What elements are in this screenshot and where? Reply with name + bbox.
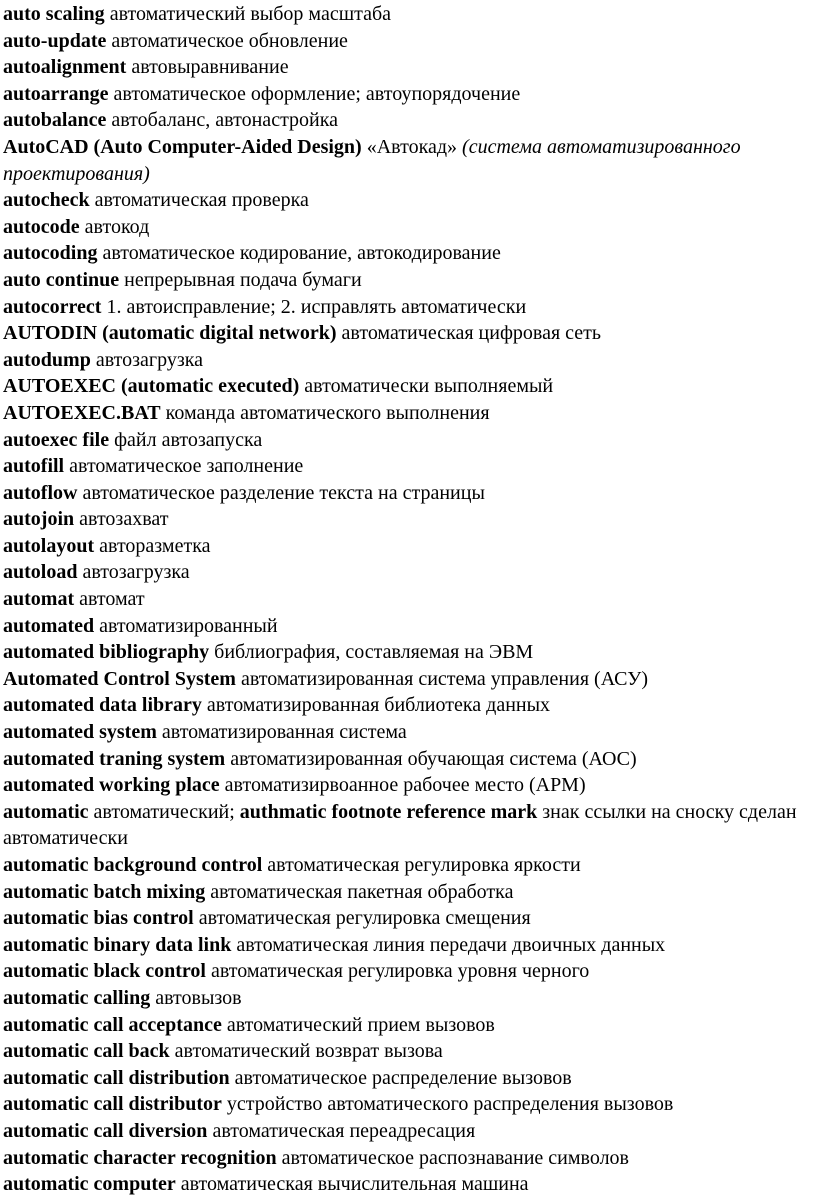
dictionary-entry	[3, 772, 816, 799]
entry-translation: автовызов	[150, 986, 242, 1009]
entry-translation: автоматический;	[88, 800, 240, 823]
entry-translation: автоматическое кодирование, автокодирование	[97, 242, 501, 265]
entry-translation: автоматизированная библиотека данных	[201, 694, 551, 717]
entry-term: automat	[3, 588, 75, 611]
entry-term: auto scaling	[3, 3, 105, 25]
dictionary-entry	[3, 1012, 816, 1039]
dictionary-entry	[3, 54, 816, 81]
dictionary-entry	[3, 214, 816, 241]
entry-term: auto continue	[3, 268, 120, 291]
dictionary-entry	[3, 320, 816, 347]
entry-term: automatic call distribution	[3, 1066, 230, 1089]
entry-translation: автоматизированный	[94, 614, 278, 637]
entry-term: autoexec file	[3, 428, 110, 451]
dictionary-entry	[3, 799, 816, 852]
dictionary-entry	[3, 134, 816, 187]
entry-translation: библиография, составляемая на ЭВМ	[209, 641, 534, 664]
entry-term: automatic binary data link	[3, 933, 232, 956]
dictionary-entry	[3, 1118, 816, 1145]
dictionary-entry	[3, 559, 816, 586]
entry-translation: автоматическое оформление; автоупорядочение	[108, 82, 521, 105]
dictionary-entry	[3, 81, 816, 108]
dictionary-entry	[3, 1171, 816, 1198]
dictionary-entry	[3, 1, 816, 28]
dictionary-entry	[3, 746, 816, 773]
dictionary-entry	[3, 187, 816, 214]
dictionary-entry	[3, 453, 816, 480]
entry-term: automatic bias control	[3, 907, 194, 930]
entry-term: autocorrect	[3, 295, 102, 318]
dictionary-entry	[3, 373, 816, 400]
entry-term: automatic call diversion	[3, 1119, 208, 1142]
dictionary-entry	[3, 905, 816, 932]
entry-translation: автоматизированная обучающая система (АОС)	[225, 747, 637, 770]
entry-translation: автоматическая линия передачи двоичных данных	[231, 933, 666, 956]
entry-term: autocode	[3, 215, 80, 238]
entry-term: automatic call acceptance	[3, 1013, 222, 1036]
entry-term: autocoding	[3, 242, 98, 265]
entry-translation: автоматическая регулировка смещения	[193, 907, 531, 930]
entry-translation: авторазметка	[94, 534, 211, 557]
entry-translation: автоматическая переадресация	[207, 1119, 476, 1142]
entry-term: automated bibliography	[3, 641, 210, 664]
dictionary-entry	[3, 879, 816, 906]
dictionary-entry	[3, 533, 816, 560]
entry-translation: автоматическая регулировка уровня черного	[205, 960, 590, 983]
dictionary-entry	[3, 400, 816, 427]
entry-term: autoarrange	[3, 82, 109, 105]
entry-term: automatic computer	[3, 1173, 176, 1196]
entry-note: (система автоматизированного проектирования)	[3, 135, 741, 185]
entry-term: automatic call distributor	[3, 1093, 222, 1116]
entry-translation: устройство автоматического распределения вызовов	[221, 1093, 674, 1116]
entry-term: auto-update	[3, 29, 107, 52]
entry-translation: автоматическая пакетная обработка	[205, 880, 514, 903]
dictionary-entry	[3, 28, 816, 55]
entry-translation: непрерывная подача бумаги	[119, 268, 362, 291]
entry-translation: автомат	[74, 588, 145, 611]
entry-translation: автозагрузка	[90, 348, 204, 371]
entry-translation: автоматизирвоанное рабочее место (АРМ)	[219, 774, 586, 797]
entry-term: automated data library	[3, 694, 202, 717]
dictionary-entry	[3, 586, 816, 613]
dictionary-entry	[3, 294, 816, 321]
entry-term: AUTOEXEC.BAT	[3, 401, 161, 424]
dictionary-entry	[3, 639, 816, 666]
entry-translation: автозахват	[74, 508, 169, 531]
entry-term: Automated Control System	[3, 667, 236, 690]
dictionary-entry	[3, 506, 816, 533]
entry-term: autoalignment	[3, 56, 127, 79]
dictionary-entry	[3, 958, 816, 985]
dictionary-entry	[3, 666, 816, 693]
entry-translation: автоматическое распределение вызовов	[229, 1066, 572, 1089]
entry-translation: знак ссылки на сноску сделан автоматически	[3, 800, 797, 850]
dictionary-entry	[3, 985, 816, 1012]
entry-translation: файл автозапуска	[109, 428, 263, 451]
dictionary-entry	[3, 932, 816, 959]
dictionary-entry	[3, 1038, 816, 1065]
entry-term: automatic	[3, 800, 89, 823]
dictionary-entry	[3, 692, 816, 719]
entry-term: autoflow	[3, 481, 78, 504]
entry-term: automated working place	[3, 774, 220, 797]
dictionary-entry	[3, 1091, 816, 1118]
entry-term: autobalance	[3, 109, 107, 132]
entry-term: autofill	[3, 455, 65, 478]
entry-translation: автоматизированная система	[156, 721, 407, 744]
entry-translation: 1. автоисправление; 2. исправлять автоматически	[101, 295, 527, 318]
entry-term: automatic batch mixing	[3, 880, 206, 903]
entry-translation: автоматическая вычислительная машина	[175, 1173, 529, 1196]
entry-translation: автокод	[79, 215, 150, 238]
dictionary-entry	[3, 852, 816, 879]
entry-term: autocheck	[3, 189, 90, 212]
dictionary-entry	[3, 267, 816, 294]
entry-term: automated traning system	[3, 747, 226, 770]
entry-translation: автоматический возврат вызова	[169, 1040, 443, 1063]
entry-translation: автоматическая цифровая сеть	[336, 322, 602, 345]
entry-translation: команда автоматического выполнения	[160, 401, 490, 424]
dictionary-entry	[3, 613, 816, 640]
entry-term: autodump	[3, 348, 91, 371]
entry-term: autojoin	[3, 508, 75, 531]
entry-translation: автоматически выполняемый	[299, 375, 554, 398]
entry-term: autolayout	[3, 534, 95, 557]
entry-term: automated	[3, 614, 95, 637]
dictionary-entry	[3, 240, 816, 267]
entry-term: automated system	[3, 721, 157, 744]
entry-translation: автоматическое обновление	[106, 29, 348, 52]
entry-term: AutoCAD (Auto Computer-Aided Design)	[3, 135, 362, 158]
dictionary-entry	[3, 107, 816, 134]
entry-translation: автовыравнивание	[126, 56, 289, 79]
dictionary-entry	[3, 1145, 816, 1172]
entry-term: automatic calling	[3, 986, 151, 1009]
entry-translation: автобаланс, автонастройка	[106, 109, 339, 132]
entry-translation: автоматическая регулировка яркости	[262, 854, 581, 876]
entry-term: AUTODIN (automatic digital network)	[3, 322, 337, 345]
entry-translation: автоматическое заполнение	[64, 455, 304, 478]
dictionary-entry	[3, 347, 816, 374]
dictionary-entry	[3, 480, 816, 507]
entry-translation: автоматический выбор масштаба	[104, 3, 392, 25]
entry-translation: автозагрузка	[77, 561, 190, 584]
entry-translation: автоматическое распознавание символов	[276, 1146, 629, 1169]
entry-translation: автоматизированная система управления (АСУ)	[235, 667, 649, 690]
entry-term: automatic black control	[3, 960, 206, 983]
entry-term: AUTOEXEC (automatic executed)	[3, 375, 300, 398]
dictionary-entry	[3, 1065, 816, 1092]
entry-term: automatic background control	[3, 854, 263, 876]
entry-term: autoload	[3, 561, 78, 584]
entry-translation: «Автокад»	[361, 135, 463, 158]
entry-term: automatic call back	[3, 1040, 170, 1063]
dictionary-entry	[3, 427, 816, 454]
entry-term: automatic character recognition	[3, 1146, 277, 1169]
entry-translation: автоматическая проверка	[89, 189, 309, 212]
dictionary-entry	[3, 719, 816, 746]
entry-translation: автоматическое разделение текста на страницы	[77, 481, 485, 504]
entry-term: authmatic footnote reference mark	[239, 800, 538, 823]
entry-translation: автоматический прием вызовов	[221, 1013, 495, 1036]
